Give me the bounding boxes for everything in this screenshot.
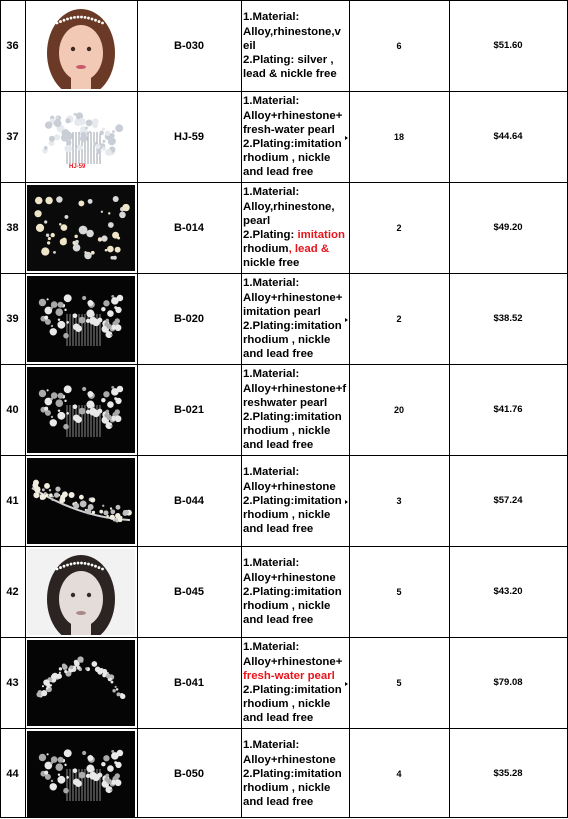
item-number: 42 bbox=[6, 585, 19, 598]
description-line: 2.Plating:imitation bbox=[243, 585, 342, 598]
table-row bbox=[0, 728, 568, 819]
product-image-cell bbox=[25, 364, 137, 455]
price: $44.64 bbox=[493, 131, 523, 142]
column-divider bbox=[0, 0, 1, 818]
description-line: Alloy+rhinestone+ bbox=[243, 291, 343, 304]
description-line: Alloy+rhinestone+ bbox=[243, 109, 343, 122]
table-row bbox=[0, 637, 568, 728]
item-number: 41 bbox=[6, 494, 19, 507]
product-description bbox=[241, 273, 349, 364]
table-row bbox=[0, 364, 568, 455]
description-line: lead & nickle free bbox=[243, 68, 337, 81]
description-line: 1.Material: bbox=[243, 95, 300, 108]
product-image-cell bbox=[25, 546, 137, 637]
column-divider bbox=[349, 0, 350, 818]
product-image-cell bbox=[25, 91, 137, 182]
product-description bbox=[241, 91, 349, 182]
column-divider bbox=[241, 0, 242, 818]
description-line: and lead free bbox=[243, 796, 314, 809]
product-photo bbox=[27, 731, 135, 817]
row-divider bbox=[0, 364, 568, 365]
item-number: 44 bbox=[6, 767, 19, 780]
product-code: B-021 bbox=[174, 403, 204, 416]
table-row bbox=[0, 0, 568, 91]
description-line: rhodium , nickle bbox=[243, 152, 331, 165]
price: $51.60 bbox=[493, 40, 523, 51]
product-image-cell bbox=[25, 637, 137, 728]
row-divider bbox=[0, 182, 568, 183]
item-number: 38 bbox=[6, 221, 19, 234]
description-line: 2.Plating:imitation bbox=[243, 411, 342, 423]
price: $79.08 bbox=[493, 677, 523, 688]
product-photo bbox=[27, 3, 135, 89]
product-photo bbox=[27, 185, 135, 271]
product-description bbox=[241, 364, 349, 455]
column-divider bbox=[449, 0, 450, 818]
description-line: nickle free bbox=[243, 257, 300, 270]
item-number: 43 bbox=[6, 676, 19, 689]
description-line: fresh-water pearl bbox=[243, 123, 335, 136]
overflow-indicator bbox=[345, 500, 348, 504]
description-line: 1.Material: bbox=[243, 186, 300, 199]
description-line: and lead free bbox=[243, 614, 314, 627]
description-line: and lead free bbox=[243, 712, 314, 725]
price: $38.52 bbox=[493, 313, 523, 324]
quantity: 4 bbox=[396, 768, 402, 779]
description-line: rhodium , nickle bbox=[243, 425, 331, 438]
row-divider bbox=[0, 455, 568, 456]
description-line: imitation pearl bbox=[243, 305, 321, 318]
description-line: rhodium , nickle bbox=[243, 698, 331, 711]
description-line: pearl bbox=[243, 214, 271, 227]
description-line: 2.Plating: imitation bbox=[243, 229, 345, 241]
product-description bbox=[241, 0, 349, 91]
column-divider bbox=[137, 0, 138, 818]
description-line: 1.Material: bbox=[243, 466, 300, 479]
product-image-cell bbox=[25, 455, 137, 546]
overflow-indicator bbox=[345, 136, 348, 140]
product-code: B-050 bbox=[174, 767, 204, 780]
description-line: 2.Plating:imitation bbox=[243, 138, 342, 150]
row-divider bbox=[0, 546, 568, 547]
quantity: 18 bbox=[393, 131, 404, 142]
product-photo bbox=[27, 458, 135, 544]
description-line: 1.Material: bbox=[243, 11, 300, 24]
quantity: 3 bbox=[396, 495, 402, 506]
description-line: rhodium , nickle bbox=[243, 600, 331, 613]
item-number: 40 bbox=[6, 403, 19, 416]
column-divider bbox=[25, 0, 26, 818]
description-line: Alloy+rhinestone bbox=[243, 480, 336, 493]
product-code: B-014 bbox=[174, 221, 204, 234]
description-line: and lead free bbox=[243, 439, 314, 452]
row-divider bbox=[0, 637, 568, 638]
product-image-cell bbox=[25, 0, 137, 91]
table-row bbox=[0, 182, 568, 273]
description-line: 1.Material: bbox=[243, 641, 300, 654]
product-photo bbox=[27, 276, 135, 362]
product-image-cell bbox=[25, 273, 137, 364]
description-line: Alloy+rhinestone bbox=[243, 753, 336, 766]
table-row bbox=[0, 455, 568, 546]
description-line: 2.Plating:imitation bbox=[243, 767, 342, 780]
price: $35.28 bbox=[493, 768, 523, 779]
product-description bbox=[241, 455, 349, 546]
description-line: 2.Plating:imitation bbox=[243, 684, 342, 696]
description-line: rhodium , nickle bbox=[243, 334, 331, 347]
product-description bbox=[241, 182, 349, 273]
description-line: 2.Plating: silver , bbox=[243, 54, 334, 67]
quantity: 6 bbox=[396, 40, 402, 51]
description-line: Alloy+rhinestone bbox=[243, 571, 336, 584]
price: $57.24 bbox=[493, 495, 523, 506]
description-line: 1.Material: bbox=[243, 368, 300, 381]
product-code: B-044 bbox=[174, 494, 204, 507]
overflow-indicator bbox=[345, 318, 348, 322]
price: $49.20 bbox=[493, 222, 523, 233]
table-row bbox=[0, 91, 568, 182]
description-line: 1.Material: bbox=[243, 277, 300, 290]
item-number: 39 bbox=[6, 312, 19, 325]
price: $43.20 bbox=[493, 586, 523, 597]
description-line: rhodium, lead & bbox=[243, 243, 330, 256]
row-divider bbox=[0, 273, 568, 274]
description-line: and lead free bbox=[243, 348, 314, 361]
product-image-label: HJ-59 bbox=[69, 164, 86, 170]
item-number: 37 bbox=[6, 130, 19, 143]
product-description bbox=[241, 637, 349, 728]
description-line: fresh-water pearl bbox=[243, 669, 335, 682]
description-line: Alloy+rhinestone+f bbox=[243, 382, 347, 395]
quantity: 20 bbox=[393, 404, 404, 415]
description-line: 1.Material: bbox=[243, 557, 300, 570]
product-code: B-045 bbox=[174, 585, 204, 598]
overflow-indicator bbox=[345, 682, 348, 686]
description-line: rhodium , nickle bbox=[243, 782, 331, 795]
product-description bbox=[241, 546, 349, 637]
price: $41.76 bbox=[493, 404, 523, 415]
description-line: Alloy,rhinestone, bbox=[243, 200, 335, 213]
product-code: HJ-59 bbox=[174, 130, 204, 143]
item-number: 36 bbox=[6, 39, 19, 52]
product-photo bbox=[27, 367, 135, 453]
description-line: eil bbox=[243, 39, 256, 52]
description-line: 1.Material: bbox=[243, 739, 300, 752]
table-row bbox=[0, 546, 568, 637]
description-line: 2.Plating:imitation bbox=[243, 320, 342, 332]
row-divider bbox=[0, 0, 568, 1]
product-image-cell bbox=[25, 182, 137, 273]
quantity: 2 bbox=[396, 222, 402, 233]
product-image-cell bbox=[25, 728, 137, 819]
product-photo bbox=[27, 640, 135, 726]
description-line: reshwater pearl bbox=[243, 396, 328, 409]
description-line: Alloy+rhinestone+ bbox=[243, 655, 343, 668]
product-code: B-020 bbox=[174, 312, 204, 325]
quantity: 5 bbox=[396, 586, 402, 597]
table-row bbox=[0, 273, 568, 364]
description-line: 2.Plating:imitation bbox=[243, 494, 342, 507]
row-divider bbox=[0, 91, 568, 92]
product-description bbox=[241, 728, 349, 819]
product-photo bbox=[27, 549, 135, 635]
description-line: Alloy,rhinestone,v bbox=[243, 25, 341, 38]
quantity: 2 bbox=[396, 313, 402, 324]
quantity: 5 bbox=[396, 677, 402, 688]
product-code: B-030 bbox=[174, 39, 204, 52]
description-line: and lead free bbox=[243, 166, 314, 179]
product-code: B-041 bbox=[174, 676, 204, 689]
row-divider bbox=[0, 728, 568, 729]
description-line: and lead free bbox=[243, 523, 314, 536]
description-line: rhodium , nickle bbox=[243, 509, 331, 522]
